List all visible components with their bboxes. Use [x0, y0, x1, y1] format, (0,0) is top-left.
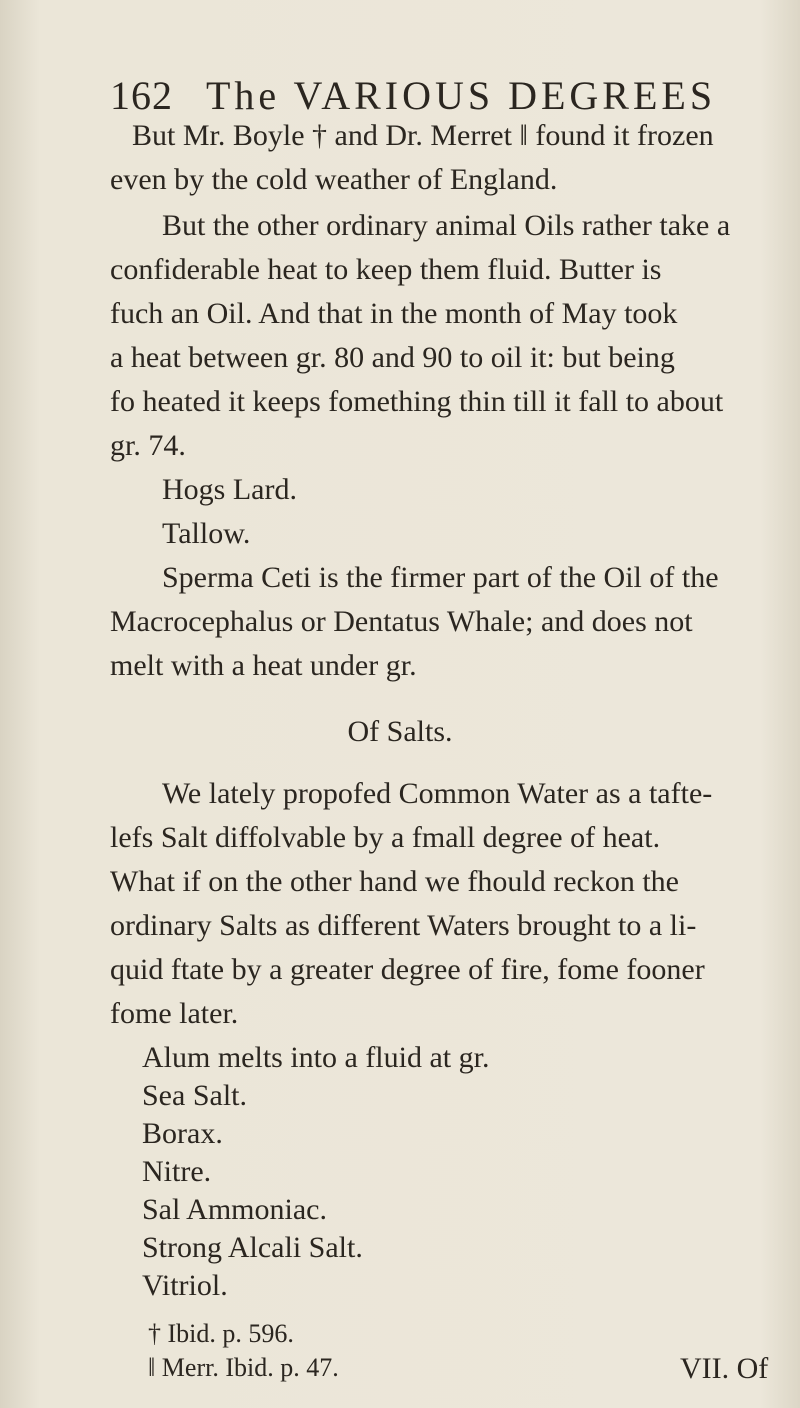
text-line: gr. 74. [110, 429, 186, 462]
text-line: fuch an Oil. And that in the month of May took [110, 297, 678, 330]
list-item: Borax. [142, 1117, 223, 1150]
text-line: lefs Salt diffolvable by a fmall degree of heat. [110, 821, 661, 854]
text-line: fo heated it keeps fomething thin till it fall to about [110, 385, 724, 418]
list-item: Hogs Lard. [162, 473, 297, 506]
text-line: even by the cold weather of England. [110, 163, 558, 196]
text-line: Macrocephalus or Dentatus Whale; and does not [110, 605, 693, 638]
section-heading: Of Salts. [347, 715, 453, 748]
text-line: Sperma Ceti is the firmer part of the Oil of the [162, 561, 719, 594]
list-item: Alum melts into a fluid at gr. [142, 1041, 490, 1074]
list-item: Sea Salt. [142, 1079, 247, 1112]
list-item: Strong Alcali Salt. [142, 1231, 363, 1264]
page-number: 162 [110, 73, 173, 118]
text-line: ordinary Salts as different Waters brought to a li- [110, 909, 697, 942]
list-item: Vitriol. [142, 1269, 228, 1302]
list-item: Nitre. [142, 1155, 212, 1188]
text-line: confiderable heat to keep them fluid. Butter is [110, 253, 662, 286]
footnote: † Ibid. p. 596. [148, 1319, 294, 1348]
text-line: But the other ordinary animal Oils rather take a [162, 209, 731, 242]
text-line: But Mr. Boyle † and Dr. Merret ‖ found it frozen [132, 119, 714, 152]
running-title: The VARIOUS DEGREES [206, 73, 717, 118]
text-line: fome later. [110, 997, 239, 1030]
list-item: Tallow. [162, 517, 251, 550]
footnote: ‖ Merr. Ibid. p. 47. [148, 1353, 339, 1382]
text-line: quid ftate by a greater degree of fire, fome fooner [110, 953, 705, 986]
page-header [110, 72, 716, 119]
text-line: We lately propofed Common Water as a tafte- [162, 777, 713, 810]
catchword: VII. Of [680, 1352, 769, 1385]
text-line: melt with a heat under gr. [110, 649, 417, 682]
text-line: a heat between gr. 80 and 90 to oil it: but being [110, 341, 675, 374]
text-line: What if on the other hand we fhould reckon the [110, 865, 679, 898]
list-item: Sal Ammoniac. [142, 1193, 327, 1226]
